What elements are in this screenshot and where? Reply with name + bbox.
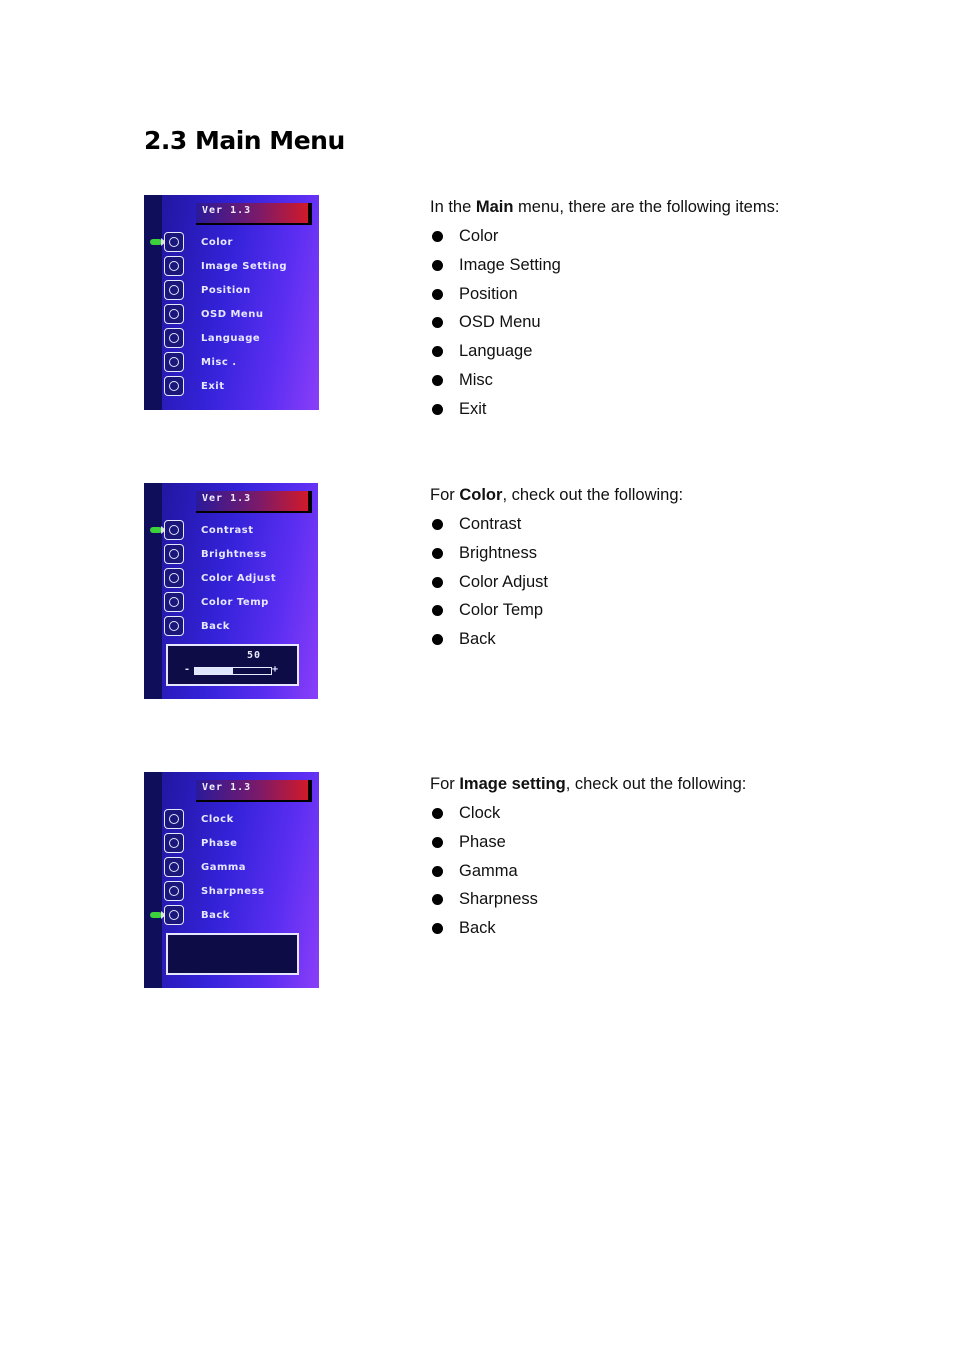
osd-version-label: Ver 1.3 — [202, 205, 252, 216]
osd-slider-box — [166, 644, 299, 686]
contrast-icon — [164, 520, 184, 540]
list-item: Phase — [430, 830, 746, 859]
bullet-icon — [432, 923, 443, 934]
color-icon — [164, 232, 184, 252]
phase-icon — [164, 833, 184, 853]
bullet-icon — [432, 260, 443, 271]
osd-menu-item: Language — [144, 328, 319, 352]
osd-color-menu-screenshot — [144, 483, 318, 699]
osd-menu-item: Color Temp — [144, 592, 318, 616]
osd-version-label: Ver 1.3 — [202, 782, 252, 793]
position-icon — [164, 280, 184, 300]
bullet-list — [430, 224, 779, 426]
intro-text: In the Main menu, there are the following items: — [430, 198, 780, 216]
bullet-icon — [432, 519, 443, 530]
bullet-icon — [432, 289, 443, 300]
slider-value: 50 — [246, 650, 261, 661]
bullet-icon — [432, 346, 443, 357]
slider-minus: - — [184, 664, 191, 675]
list-item: Exit — [430, 397, 779, 426]
bullet-icon — [432, 231, 443, 242]
list-item: Contrast — [430, 512, 683, 541]
bullet-icon — [432, 317, 443, 328]
clock-icon — [164, 809, 184, 829]
intro-text: For Color, check out the following: — [430, 486, 684, 504]
list-item: Color Temp — [430, 598, 683, 627]
list-item: Color — [430, 224, 779, 253]
list-item: Back — [430, 627, 683, 656]
osd-image-setting-screenshot — [144, 772, 319, 988]
bullet-icon — [432, 605, 443, 616]
selection-arrow-icon — [150, 527, 162, 533]
brightness-icon — [164, 544, 184, 564]
slider-fill — [195, 668, 233, 674]
list-item: Misc — [430, 368, 779, 397]
list-item: Language — [430, 339, 779, 368]
osd-menu-item: Color — [144, 232, 319, 256]
osd-menu-item: Brightness — [144, 544, 318, 568]
list-item: Clock — [430, 801, 746, 830]
list-item: Color Adjust — [430, 570, 683, 599]
bullet-icon — [432, 404, 443, 415]
list-item: Brightness — [430, 541, 683, 570]
bullet-icon — [432, 894, 443, 905]
osd-menu-icon — [164, 304, 184, 324]
bullet-icon — [432, 634, 443, 645]
main-menu-description — [430, 195, 779, 426]
osd-main-menu-screenshot — [144, 195, 319, 410]
osd-menu-item: Back — [144, 905, 319, 929]
bullet-list — [430, 512, 683, 656]
color-adjust-icon — [164, 568, 184, 588]
osd-menu-item: Back — [144, 616, 318, 640]
slider-track — [194, 667, 272, 675]
color-temp-icon — [164, 592, 184, 612]
exit-icon — [164, 376, 184, 396]
bullet-icon — [432, 548, 443, 559]
osd-menu-item: OSD Menu — [144, 304, 319, 328]
bullet-icon — [432, 577, 443, 588]
slider-plus: + — [272, 664, 279, 675]
back-icon — [164, 616, 184, 636]
list-item: Sharpness — [430, 887, 746, 916]
osd-menu-item: Contrast — [144, 520, 318, 544]
color-description — [430, 483, 683, 656]
gamma-icon — [164, 857, 184, 877]
bullet-list — [430, 801, 746, 945]
osd-version-label: Ver 1.3 — [202, 493, 252, 504]
list-item: Gamma — [430, 859, 746, 888]
list-item: Image Setting — [430, 253, 779, 282]
list-item: Position — [430, 282, 779, 311]
list-item: OSD Menu — [430, 310, 779, 339]
selection-arrow-icon — [150, 239, 162, 245]
language-icon — [164, 328, 184, 348]
osd-info-box — [166, 933, 299, 975]
osd-menu-item: Misc . — [144, 352, 319, 376]
intro-text: For Image setting, check out the following: — [430, 775, 747, 793]
back-icon — [164, 905, 184, 925]
image-setting-description — [430, 772, 746, 945]
bullet-icon — [432, 837, 443, 848]
selection-arrow-icon — [150, 912, 162, 918]
osd-menu-item: Exit — [144, 376, 319, 400]
osd-menu-item: Color Adjust — [144, 568, 318, 592]
osd-menu-item: Phase — [144, 833, 319, 857]
osd-menu-item: Image Setting — [144, 256, 319, 280]
osd-menu-item: Clock — [144, 809, 319, 833]
osd-menu-item: Sharpness — [144, 881, 319, 905]
misc-icon — [164, 352, 184, 372]
bullet-icon — [432, 866, 443, 877]
sharpness-icon — [164, 881, 184, 901]
page-title: 2.3 Main Menu — [144, 126, 345, 155]
osd-menu-item: Position — [144, 280, 319, 304]
image-setting-icon — [164, 256, 184, 276]
osd-menu-item: Gamma — [144, 857, 319, 881]
bullet-icon — [432, 808, 443, 819]
list-item: Back — [430, 916, 746, 945]
bullet-icon — [432, 375, 443, 386]
